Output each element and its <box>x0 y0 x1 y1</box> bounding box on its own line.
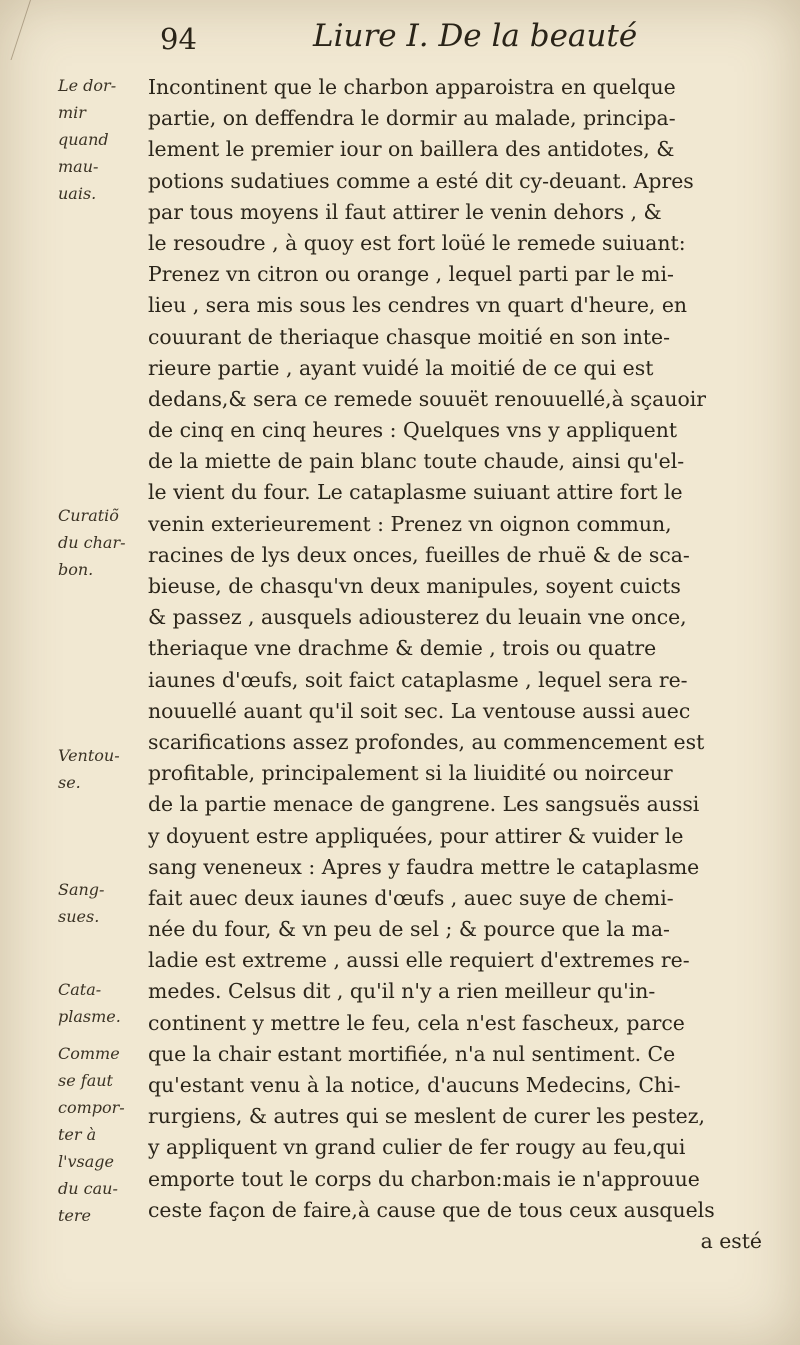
page-number: 94 <box>160 22 197 56</box>
text-line: emporte tout le corps du charbon:mais ie n'approuue <box>148 1166 700 1191</box>
text-line: sang veneneux : Apres y faudra mettre le cataplasme <box>148 854 700 879</box>
text-line: lement le premier iour on baillera des antidotes, & <box>148 137 675 162</box>
text-line: lieu , sera mis sous les cendres vn quart d'heure, en <box>148 293 688 318</box>
margin-note-line: l'vsage <box>58 1152 115 1171</box>
margin-note-cautere <box>58 1040 150 1229</box>
margin-note-line: sues. <box>58 907 100 926</box>
margin-note-line: Ventou- <box>58 746 120 765</box>
text-line: potions sudatiues comme a esté dit cy-deuant. Apres <box>148 168 694 193</box>
text-line: rurgiens, & autres qui se meslent de curer les pestez, <box>148 1104 705 1129</box>
text-line: le vient du four. Le cataplasme suiuant attire fort le <box>148 480 683 505</box>
margin-note-ventouse <box>58 742 150 796</box>
text-line: partie, on deffendra le dormir au malade, principa- <box>148 106 676 131</box>
text-line: qu'estant venu à la notice, d'aucuns Medecins, Chi- <box>148 1073 681 1097</box>
text-line: rieure partie , ayant vuidé la moitié de ce qui est <box>148 355 654 380</box>
text-line: Prenez vn citron ou orange , lequel parti par le mi- <box>148 262 674 287</box>
text-line: fait auec deux iaunes d'œufs , auec suye de chemi- <box>148 885 674 910</box>
text-line: medes. Celsus dit , qu'il n'y a rien meilleur qu'in- <box>148 979 656 1004</box>
text-line: continent y mettre le feu, cela n'est fascheux, parce <box>148 1010 685 1035</box>
margin-note-line: du char- <box>58 533 126 552</box>
text-line: iaunes d'œufs, soit faict cataplasme , lequel sera re- <box>148 667 688 692</box>
text-line: de la miette de pain blanc toute chaude, ainsi qu'el- <box>148 449 685 474</box>
text-line: racines de lys deux onces, fueilles de rhuë & de sca- <box>148 542 690 567</box>
margin-note-line: se. <box>58 773 81 792</box>
margin-note-line: bon. <box>58 560 94 579</box>
text-line: Incontinent que le charbon apparoistra en quelque <box>148 75 676 99</box>
margin-note-line: tere <box>58 1206 92 1225</box>
text-line: theriaque vne drachme & demie , trois ou quatre <box>148 636 657 661</box>
text-line: scarifications assez profondes, au commencement est <box>148 729 705 754</box>
margin-note-line: ter à <box>58 1125 97 1144</box>
margin-note-cataplasme <box>58 976 150 1030</box>
margin-note-line: compor- <box>58 1098 125 1117</box>
margin-note-line: mau- <box>58 157 99 176</box>
margin-note-le-dormir <box>58 72 150 207</box>
margin-note-line: Cata- <box>58 980 102 999</box>
margin-note-curation <box>58 502 150 583</box>
margin-note-line: Le dor- <box>58 76 117 95</box>
text-line: nouuellé auant qu'il soit sec. La ventouse aussi auec <box>148 698 691 723</box>
running-title: Liure I. De la beauté <box>313 18 638 54</box>
text-line: le resoudre , à quoy est fort loüé le remede suiuant: <box>148 230 686 255</box>
margin-note-line: Comme <box>58 1044 120 1063</box>
page-header <box>160 18 760 60</box>
margin-note-line: mir <box>58 103 86 122</box>
page-edge-line <box>0 0 31 60</box>
text-line: bieuse, de chasqu'vn deux manipules, soyent cuicts <box>148 574 681 598</box>
text-line: de la partie menace de gangrene. Les sangsuës aussi <box>148 792 700 817</box>
text-line: y appliquent vn grand culier de fer rougy au feu,qui <box>148 1135 686 1160</box>
margin-note-line: du cau- <box>58 1179 118 1198</box>
text-line: y doyuent estre appliquées, pour attirer & vuider le <box>148 823 684 848</box>
text-line: dedans,& sera ce remede souuët renouuellé,à sçauoir <box>148 386 706 411</box>
margin-note-line: quand <box>58 130 109 149</box>
text-line: de cinq en cinq heures : Quelques vns y appliquent <box>148 418 678 443</box>
text-line: ceste façon de faire,à cause que de tous ceux ausquels <box>148 1197 715 1222</box>
text-line: que la chair estant mortifiée, n'a nul sentiment. Ce <box>148 1041 676 1066</box>
margin-note-line: Sang- <box>58 880 105 899</box>
margin-note-line: se faut <box>58 1071 113 1090</box>
margin-note-line: Curatiõ <box>58 506 119 525</box>
text-line: couurant de theriaque chasque moitié en son inte- <box>148 324 670 349</box>
catchword: a esté <box>700 1228 762 1253</box>
text-line: & passez , ausquels adiousterez du leuain vne once, <box>148 605 687 630</box>
text-line: ladie est extreme , aussi elle requiert d'extremes re- <box>148 948 690 973</box>
margin-note-sangsues <box>58 876 150 930</box>
text-line: profitable, principalement si la liuidité ou noirceur <box>148 761 673 786</box>
text-line: née du four, & vn peu de sel ; & pource que la ma- <box>148 917 670 942</box>
body-text <box>148 72 776 1257</box>
margin-note-line: uais. <box>58 184 97 203</box>
text-line: venin exterieurement : Prenez vn oignon commun, <box>148 511 672 536</box>
margin-note-line: plasme. <box>58 1007 121 1026</box>
text-line: par tous moyens il faut attirer le venin dehors , & <box>148 199 662 224</box>
